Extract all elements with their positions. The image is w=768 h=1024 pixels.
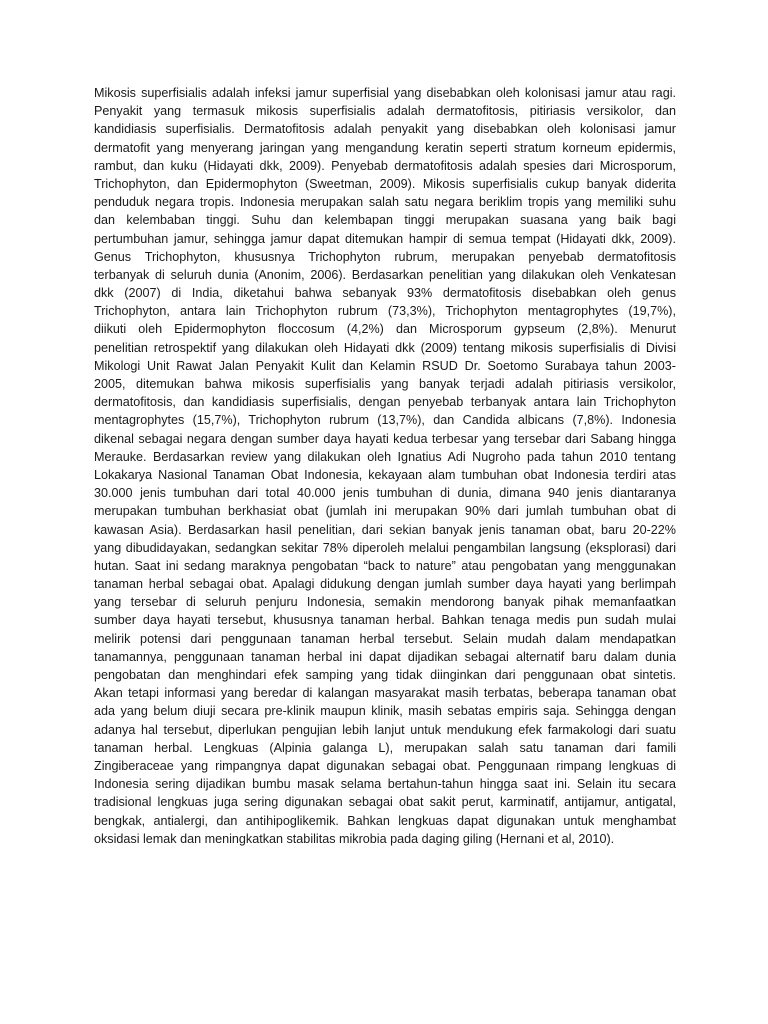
text-line: dkk (2007) di India, diketahui bahwa sebanyak 93% dermatofitosis disebabkan oleh genus — [94, 286, 676, 301]
text-line: melirik potensi dari penggunaan tanaman herbal tersebut. Selain mudah dalam mendapatkan — [94, 631, 676, 646]
text-line: tanaman herbal. Lengkuas (Alpinia galanga L), merupakan salah satu tanaman dari famili — [94, 740, 676, 755]
text-line: pertumbuhan jamur, sehingga jamur dapat ditemukan hampir di semua tempat (Hidayati dkk, 2009). — [94, 231, 676, 246]
text-line: pengobatan dan menghindari efek samping yang tidak diinginkan dari penggunaan obat sintetis. — [94, 668, 676, 682]
text-line: tanamannya, penggunaan tanaman herbal ini dapat dijadikan sebagai alternatif baru dalam dunia — [94, 649, 676, 664]
text-line: Penyakit yang termasuk mikosis superfisialis adalah dermatofitosis, pitiriasis versikolor, dan — [94, 104, 676, 119]
text-line: Lokakarya Nasional Tanaman Obat Indonesia, kekayaan alam tumbuhan obat Indonesia terdiri atas — [94, 467, 676, 482]
text-line: yang tersebar di seluruh penjuru Indonesia, semakin mendorong banyak pihak memanfaatkan — [94, 595, 676, 610]
text-line: Merauke. Berdasarkan review yang dilakukan oleh Ignatius Adi Nugroho pada tahun 2010 tentang — [94, 449, 676, 464]
text-line: rambut, dan kuku (Hidayati dkk, 2009). Penyebab dermatofitosis adalah spesies dari Microsporum, — [94, 158, 676, 173]
text-line: Mikologi Unit Rawat Jalan Penyakit Kulit dan Kelamin RSUD Dr. Soetomo Surabaya tahun 2003- — [94, 358, 676, 373]
text-line: kawasan Asia). Berdasarkan hasil penelitian, dari sekian banyak jenis tanaman obat, baru 20-22% — [94, 522, 676, 537]
text-line: bengkak, antialergi, dan antihipoglikemik. Bahkan lengkuas dapat digunakan untuk menghambat — [94, 813, 676, 828]
text-line: Akan tetapi informasi yang beredar di kalangan masyarakat masih terbatas, beberapa tanaman obat — [94, 686, 676, 701]
text-line: diikuti oleh Epidermophyton floccosum (4,2%) dan Microsporum gypseum (2,8%). Menurut — [94, 322, 676, 337]
text-line: penduduk negara tropis. Indonesia merupakan salah satu negara beriklim tropis yang memiliki suhu — [94, 195, 676, 210]
text-line: yang dibudidayakan, sedangkan sekitar 78% diperoleh melalui pengambilan langsung (eksplorasi) dari — [94, 540, 676, 555]
text-line: mentagrophytes (15,7%), Trichophyton rubrum (13,7%), dan Candida albicans (7,8%). Indonesia — [94, 413, 676, 428]
text-line: merupakan tumbuhan berkhasiat obat (jumlah ini merupakan 90% dari jumlah tumbuhan obat di — [94, 504, 676, 519]
text-line: dermatofit yang menyerang jaringan yang mengandung keratin seperti stratum korneum epidermis, — [94, 140, 676, 155]
text-line: adanya hal tersebut, diperlukan pengujian lebih lanjut untuk mendukung efek farmakologi dari suatu — [94, 722, 676, 737]
text-line: Indonesia sering dijadikan bumbu masak selama bertahun-tahun hingga saat ini. Selain itu secara — [94, 777, 676, 792]
text-line: Mikosis superfisialis adalah infeksi jamur superfisial yang disebabkan oleh kolonisasi jamur atau ragi. — [94, 86, 676, 100]
text-line: Trichophyton, dan Epidermophyton (Sweetman, 2009). Mikosis superfisialis cukup banyak diderita — [94, 176, 676, 191]
body-paragraph — [94, 84, 676, 848]
text-line: penelitian retrospektif yang dilakukan oleh Hidayati dkk (2009) tentang mikosis superfisialis di Divisi — [94, 340, 676, 355]
text-line: Genus Trichophyton, khususnya Trichophyton rubrum, merupakan penyebab dermatofitosis — [94, 249, 676, 264]
text-line: terbanyak di seluruh dunia (Anonim, 2006). Berdasarkan penelitian yang dilakukan oleh Venkatesan — [94, 267, 676, 282]
text-line: dikenal sebagai negara dengan sumber daya hayati kedua terbesar yang tersebar dari Sabang hingga — [94, 431, 676, 446]
text-line: hutan. Saat ini sedang maraknya pengobatan “back to nature” atau pengobatan yang menggunakan — [94, 558, 676, 573]
text-line: 2005, ditemukan bahwa mikosis superfisialis yang banyak terjadi adalah pitiriasis versikolor, — [94, 377, 676, 391]
text-line: sumber daya hayati tersebut, khususnya tanaman herbal. Bahkan tenaga medis pun sudah mulai — [94, 613, 676, 628]
text-line: oksidasi lemak dan meningkatkan stabilitas mikrobia pada daging giling (Hernani et al, 2010). — [94, 831, 615, 846]
text-line: dermatofitosis, dan kandidiasis superfisialis, dengan penyebab terbanyak antara lain Trichophyton — [94, 395, 676, 410]
text-line: ada yang belum diuji secara pre-klinik maupun klinik, masih sebatas empiris saja. Sehingga dengan — [94, 704, 676, 719]
text-line: tanaman herbal sebagai obat. Apalagi didukung dengan jumlah sumber daya hayati yang berlimpah — [94, 577, 676, 592]
text-line: tradisional lengkuas juga sering digunakan sebagai obat sakit perut, karminatif, antijamur, antigatal, — [94, 795, 676, 810]
text-line: Trichophyton, antara lain Trichophyton rubrum (73,3%), Trichophyton mentagrophytes (19,7%), — [94, 304, 676, 319]
text-line: dan kelembaban tinggi. Suhu dan kelembapan tinggi merupakan suasana yang baik bagi — [94, 213, 676, 228]
text-line: Zingiberaceae yang rimpangnya dapat digunakan sebagai obat. Penggunaan rimpang lengkuas di — [94, 758, 676, 773]
text-line: kandidiasis superfisialis. Dermatofitosis adalah penyakit yang disebabkan oleh kolonisasi jamur — [94, 122, 676, 137]
text-line: 30.000 jenis tumbuhan dari total 40.000 jenis tumbuhan di dunia, dimana 940 jenis diantaranya — [94, 486, 676, 501]
